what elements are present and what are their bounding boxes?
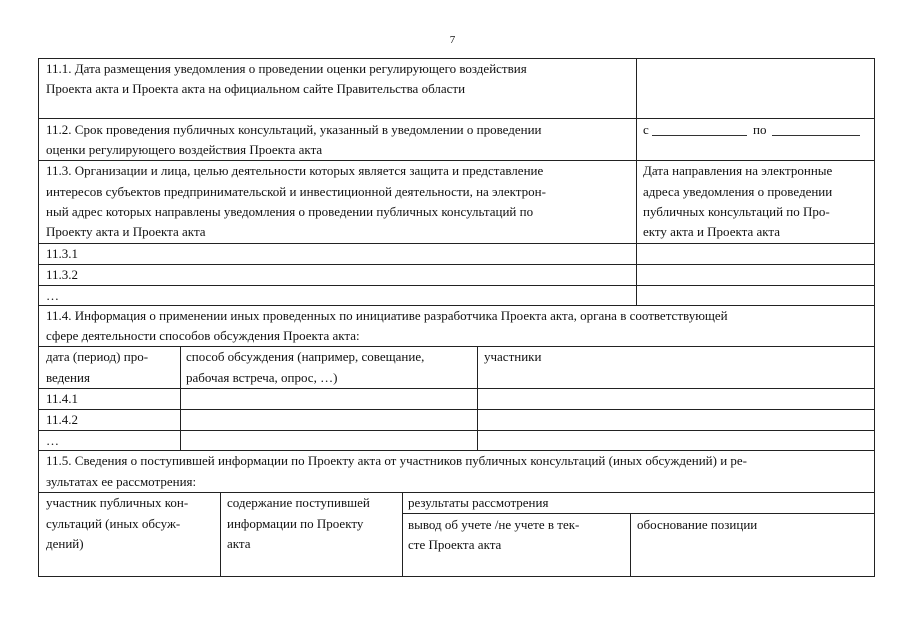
section-11-2-line-1: 11.2. Срок проведения публичных консультаций, указанный в уведомлении о проведении [46, 122, 542, 137]
row-11-4-ellipsis: … [46, 433, 59, 448]
notice-date-header-line-2: адреса уведомления о проведении [643, 184, 833, 199]
col-content-header-line-3: акта [227, 536, 251, 551]
col-participant-header-line-3: дений) [46, 536, 84, 551]
period-from-label: с [643, 122, 649, 137]
col-content-header-line-1: содержание поступившей [227, 495, 370, 510]
col-conclusion-header-line-1: вывод об учете /не учете в тек- [408, 517, 580, 532]
notice-date-header-line-1: Дата направления на электронные [643, 163, 833, 178]
col-method-header-line-2: рабочая встреча, опрос, …) [186, 370, 338, 385]
section-11-4-line-1: 11.4. Информация о применении иных проведенных по инициативе разработчика Проекта акта, органа в соответствующей [46, 308, 728, 323]
period-to-label: по [753, 122, 767, 137]
section-11-3-line-3: ный адрес которых направлены уведомления о проведении публичных консультаций по [46, 204, 534, 219]
row-11-4-2: 11.4.2 [46, 412, 79, 427]
notice-date-header-line-3: публичных консультаций по Про- [643, 204, 830, 219]
col-participant-header-line-1: участник публичных кон- [46, 495, 189, 510]
row-11-4-1: 11.4.1 [46, 391, 79, 406]
section-11-1-line-2: Проекта акта и Проекта акта на официальном сайте Правительства области [46, 81, 466, 96]
col-results-header: результаты рассмотрения [408, 495, 549, 510]
col-date-header-line-1: дата (период) про- [46, 349, 149, 364]
col-participants-header: участники [484, 349, 542, 364]
notice-date-header-line-4: екту акта и Проекта акта [643, 224, 781, 239]
row-11-3-ellipsis: … [46, 288, 59, 303]
section-11-5-line-2: зультатах ее рассмотрения: [46, 474, 197, 489]
col-conclusion-header-line-2: сте Проекта акта [408, 537, 502, 552]
period-to-blank [772, 135, 860, 136]
col-justification-header: обоснование позиции [637, 517, 758, 532]
col-date-header-line-2: ведения [46, 370, 90, 385]
section-11-3-line-4: Проекту акта и Проекта акта [46, 224, 206, 239]
col-content-header-line-2: информации по Проекту [227, 516, 364, 531]
row-11-3-1: 11.3.1 [46, 246, 79, 261]
section-11-5-line-1: 11.5. Сведения о поступившей информации по Проекту акта от участников публичных консультаций (иных обсуждений) и ре- [46, 453, 748, 468]
page-number: 7 [449, 34, 456, 46]
section-11-4-line-2: сфере деятельности способов обсуждения Проекта акта: [46, 328, 360, 343]
period-from-blank [652, 135, 747, 136]
section-11-2-line-2: оценки регулирующего воздействия Проекта акта [46, 142, 323, 157]
row-11-3-2: 11.3.2 [46, 267, 79, 282]
section-11-1-line-1: 11.1. Дата размещения уведомления о проведении оценки регулирующего воздействия [46, 61, 527, 76]
col-participant-header-line-2: сультаций (иных обсуж- [46, 516, 181, 531]
section-11-3-line-1: 11.3. Организации и лица, целью деятельности которых является защита и представление [46, 163, 544, 178]
col-method-header-line-1: способ обсуждения (например, совещание, [186, 349, 425, 364]
section-11-3-line-2: интересов субъектов предпринимательской и инвестиционной деятельности, на электрон- [46, 184, 546, 199]
